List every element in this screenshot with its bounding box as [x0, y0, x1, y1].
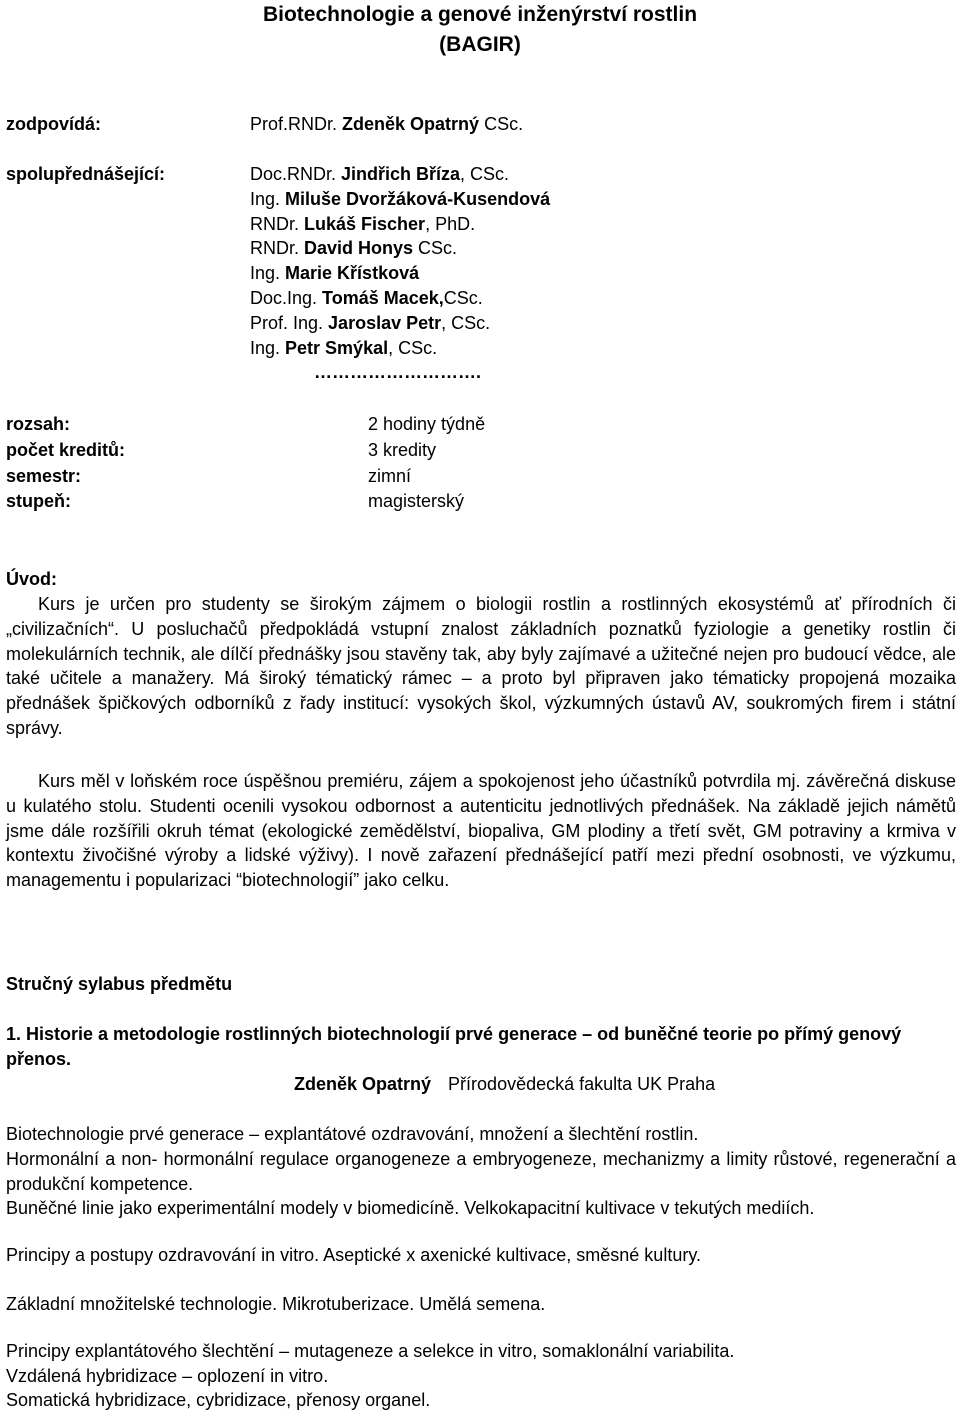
section-1-institution: Přírodovědecká fakulta UK Praha [448, 1074, 716, 1094]
syllabus-line: Vzdálená hybridizace – oplození in vitro. [6, 1366, 329, 1386]
co-lecturer: RNDr. David Honys CSc. [250, 238, 458, 259]
co-lecturer: Ing. Marie Křístková [250, 263, 420, 284]
responsible-suffix: CSc. [484, 114, 524, 134]
value-credits: 3 kredity [368, 439, 437, 460]
responsible-name: Zdeněk Opatrný [342, 114, 480, 134]
syllabus-line: Principy a postupy ozdravování in vitro. Aseptické x axenické kultivace, směsné kultury. [6, 1245, 701, 1265]
value-degree: magisterský [368, 491, 465, 512]
syllabus-line: Základní množitelské technologie. Mikrotuberizace. Umělá semena. [6, 1294, 546, 1314]
syllabus-line: Hormonální a non- hormonální regulace organogeneze a embryogeneze, mechanizmy a limity růstové, regenerační a produkční kompetence. [6, 1149, 956, 1194]
syllabus-heading: Stručný sylabus předmětu [6, 974, 233, 994]
value-rozsah: 2 hodiny týdně [368, 414, 486, 434]
responsible-title: Prof.RNDr. [250, 114, 338, 134]
label-credits: počet kreditů: [6, 439, 126, 460]
intro-paragraph-1: Kurs je určen pro studenty se širokým zájmem o biologii rostlin a rostlinných ekosystémů ať přírodních či „civilizačních“. U posluchačů předpokládá vstupní znalost základních poznatků fyziologie a genetiky rostlin či molekulárních technik, ale dílčí přednášky jsou stavěny tak, aby byly zajímavé a užitečné nejen pro budoucí vědce, ale také učitele a manažery. Má široký tématický rámec – a proto byl připraven jako tématicky propojená mozaika přednášek špičkových odborníků z řady institucí: vysokých škol, výzkumných ústavů AV, soukromých firem i státní správy. [6, 594, 957, 738]
section-1-lecturer [294, 1072, 715, 1097]
responsible-person [250, 112, 523, 137]
course-info-values [368, 412, 485, 515]
co-lecturers-list [250, 162, 550, 385]
label-degree: stupeň: [6, 491, 71, 512]
title-line-1: Biotechnologie a genové inženýrství rostlin [262, 3, 698, 26]
section-1-lecturer-name: Zdeněk Opatrný [294, 1074, 432, 1094]
intro-heading: Úvod: [6, 569, 57, 589]
label-semester: semestr: [6, 465, 82, 486]
co-lecturer: Prof. Ing. Jaroslav Petr, CSc. [250, 312, 491, 333]
dots-separator: ………………………. [314, 362, 482, 383]
syllabus-line: Somatická hybridizace, cybridizace, přenosy organel. [6, 1390, 431, 1410]
intro-paragraph-2: Kurs měl v loňském roce úspěšnou premiéru, zájem a spokojenost jeho účastníků potvrdila mj. závěrečná diskuse u kulatého stolu. Studenti ocenili vysokou odbornost a autenticitu jednotlivých přednášek. Na základě jejich námětů jsme dále rozšířili okruh témat (ekologické zemědělství, biopaliva, GM plodiny a třetí svět, GM potraviny a krmiva v kontextu živočišné výroby a lidské výživy). I nově zařazení přednášející patří mezi přední osobnosti, ve výzkumu, managementu i popularizaci “biotechnologií” jako celku. [6, 771, 956, 891]
co-lecturer: Doc.Ing. Tomáš Macek,CSc. [250, 287, 483, 308]
title-line-2: (BAGIR) [439, 33, 521, 56]
label-rozsah: rozsah: [6, 414, 71, 434]
document-title [0, 0, 960, 60]
section-1-title: 1. Historie a metodologie rostlinných biotechnologií prvé generace – od buněčné teorie po přímý genový přenos. [6, 1024, 902, 1069]
co-lecturers-label: spolupřednášející: [6, 164, 166, 184]
syllabus-line: Buněčné linie jako experimentální modely v biomedicíně. Velkokapacitní kultivace v tekutých mediích. [6, 1198, 815, 1218]
syllabus-line: Biotechnologie prvé generace – explantátové ozdravování, množení a šlechtění rostlin. [6, 1124, 699, 1144]
responsible-label: zodpovídá: [6, 114, 101, 134]
syllabus-line: Principy explantátového šlechtění – mutageneze a selekce in vitro, somaklonální variabilita. [6, 1341, 735, 1361]
course-info-labels [6, 412, 125, 515]
value-semester: zimní [368, 465, 412, 486]
co-lecturer: Doc.RNDr. Jindřich Bříza, CSc. [250, 164, 510, 184]
co-lecturer: RNDr. Lukáš Fischer, PhD. [250, 213, 476, 234]
co-lecturer: Ing. Miluše Dvoržáková-Kusendová [250, 188, 551, 209]
co-lecturer: Ing. Petr Smýkal, CSc. [250, 337, 438, 358]
